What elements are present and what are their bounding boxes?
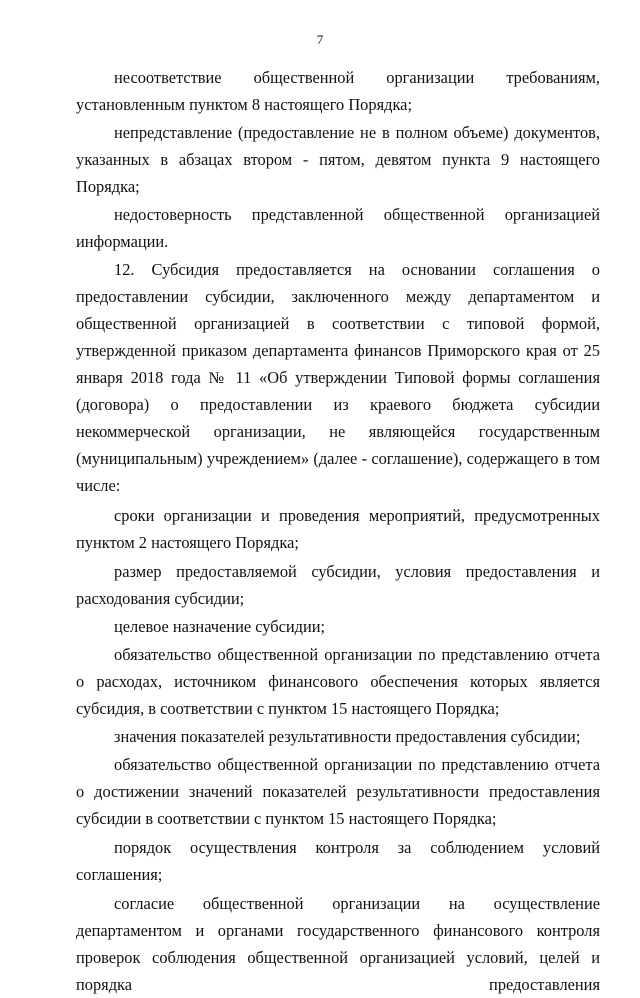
paragraph-item-12: 12. Субсидия предоставляется на основании соглашения о предоставлении субсидии, заключенного между департаментом и общественной организацией в соответствии с типовой формой, утвержденной приказом департамента финансов Приморского края от 25 января 2018 года № 11 «Об утверждении Типовой формы соглашения (договора) о предоставлении из краевого бюджета субсидии некоммерческой организации, не являющейся государственным (муниципальным) учреждением» (далее - соглашение), содержащего в том числе:	[76, 260, 600, 495]
paragraph-event-dates: сроки организации и проведения мероприятий, предусмотренных пунктом 2 настоящего Порядка;	[76, 506, 600, 552]
paragraph-performance-indicators: значения показателей результативности предоставления субсидии;	[114, 727, 581, 746]
paragraph-inspection-consent: согласие общественной организации на осуществление департаментом и органами государственного финансового контроля проверок соблюдения общественной организацией условий, целей и порядка предоставления	[76, 894, 600, 994]
paragraph-indicators-report: обязательство общественной организации по представлению отчета о достижении значений показателей результативности предоставления субсидии в соответствии с пунктом 15 настоящего Порядка;	[76, 755, 600, 828]
paragraph-subsidy-amount: размер предоставляемой субсидии, условия предоставления и расходования субсидии;	[76, 562, 600, 608]
paragraph-expense-report: обязательство общественной организации по представлению отчета о расходах, источником финансового обеспечения которых является субсидия, в соответствии с пунктом 15 настоящего Порядка;	[76, 645, 600, 718]
paragraph-nonsubmission: непредставление (предоставление не в полном объеме) документов, указанных в абзацах втором - пятом, девятом пункта 9 настоящего Порядка;	[76, 123, 600, 196]
paragraph-control-procedure: порядок осуществления контроля за соблюдением условий соглашения;	[76, 838, 600, 884]
page-number: 7	[316, 32, 324, 47]
document-body	[76, 64, 600, 998]
paragraph-nonconformity: несоответствие общественной организации требованиям, установленным пунктом 8 настоящего Порядка;	[76, 68, 600, 114]
paragraph-unreliability: недостоверность представленной общественной организацией информации.	[76, 205, 600, 251]
paragraph-subsidy-purpose: целевое назначение субсидии;	[114, 617, 326, 636]
